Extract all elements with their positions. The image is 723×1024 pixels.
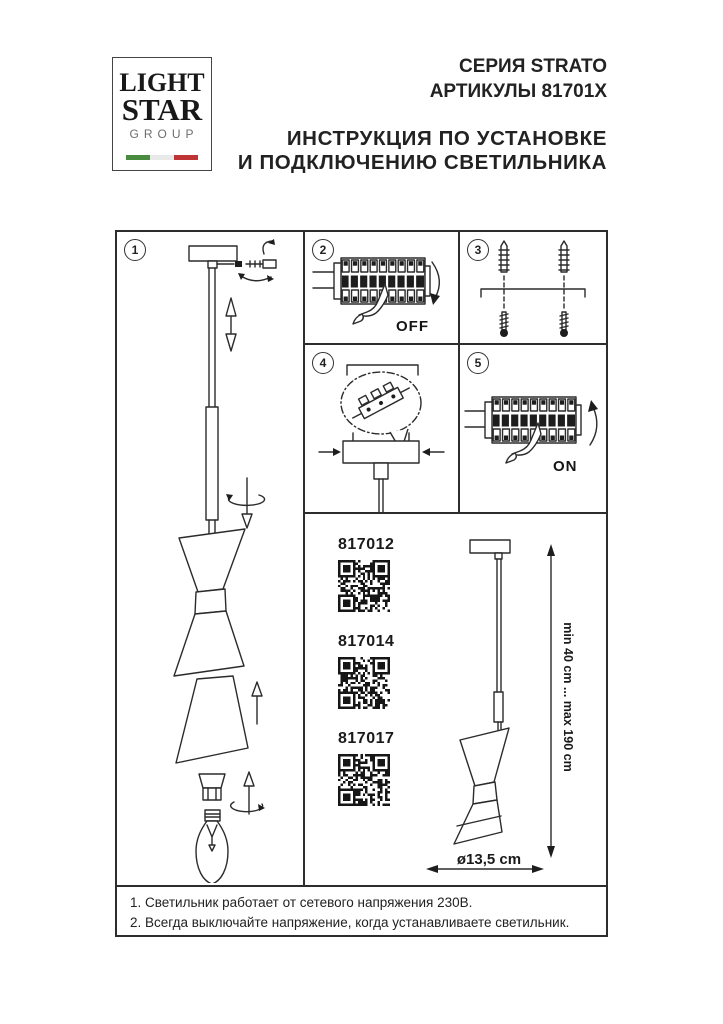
article-block	[338, 730, 408, 806]
logo-text-star: STAR	[121, 92, 203, 127]
diameter-label: ø13,5 cm	[456, 851, 522, 868]
pendant-assembly-diagram	[117, 232, 303, 883]
dimension-diagram	[418, 532, 603, 879]
footer-notes	[117, 887, 606, 935]
qr-code	[338, 560, 390, 612]
product-info-panel	[305, 514, 606, 883]
qr-code	[338, 754, 390, 806]
note-line-1: 1. Светильник работает от сетевого напряжения 230В.	[130, 895, 473, 910]
step-number-badge: 1	[124, 239, 146, 261]
logo-text-light: LIGHT	[119, 68, 205, 97]
instruction-title-line1: ИНСТРУКЦИЯ ПО УСТАНОВКЕ	[286, 127, 607, 150]
step-number-badge: 5	[467, 352, 489, 374]
instruction-title	[238, 127, 607, 175]
height-range-label: min 40 cm ... max 190 cm	[561, 622, 575, 772]
step-panel-3	[460, 232, 606, 343]
step-panel-5	[460, 345, 606, 512]
article-number: 817012	[338, 536, 395, 553]
instruction-title-line2: И ПОДКЛЮЧЕНИЮ СВЕТИЛЬНИКА	[237, 151, 607, 174]
italian-flag-bar	[126, 155, 198, 160]
lightstar-logo	[112, 57, 212, 171]
step-number-badge: 2	[312, 239, 334, 261]
step-number-badge: 3	[467, 239, 489, 261]
logo-text-group: GROUP	[129, 127, 199, 141]
article-block	[338, 633, 408, 709]
qr-column	[338, 536, 408, 827]
off-label: OFF	[396, 318, 429, 335]
series-title: СЕРИЯ STRATO	[458, 56, 607, 77]
step-panel-1	[117, 232, 303, 883]
step-panel-4	[305, 345, 458, 512]
articles-title: АРТИКУЛЫ 81701X	[429, 81, 607, 102]
on-label: ON	[553, 458, 578, 475]
article-block	[338, 536, 408, 612]
step-panel-2	[305, 232, 458, 343]
note-line-2: 2. Всегда выключайте напряжение, когда устанавливаете светильник.	[130, 915, 570, 930]
article-number: 817017	[338, 730, 395, 747]
qr-code	[338, 657, 390, 709]
article-number: 817014	[338, 633, 395, 650]
step-number-badge: 4	[312, 352, 334, 374]
